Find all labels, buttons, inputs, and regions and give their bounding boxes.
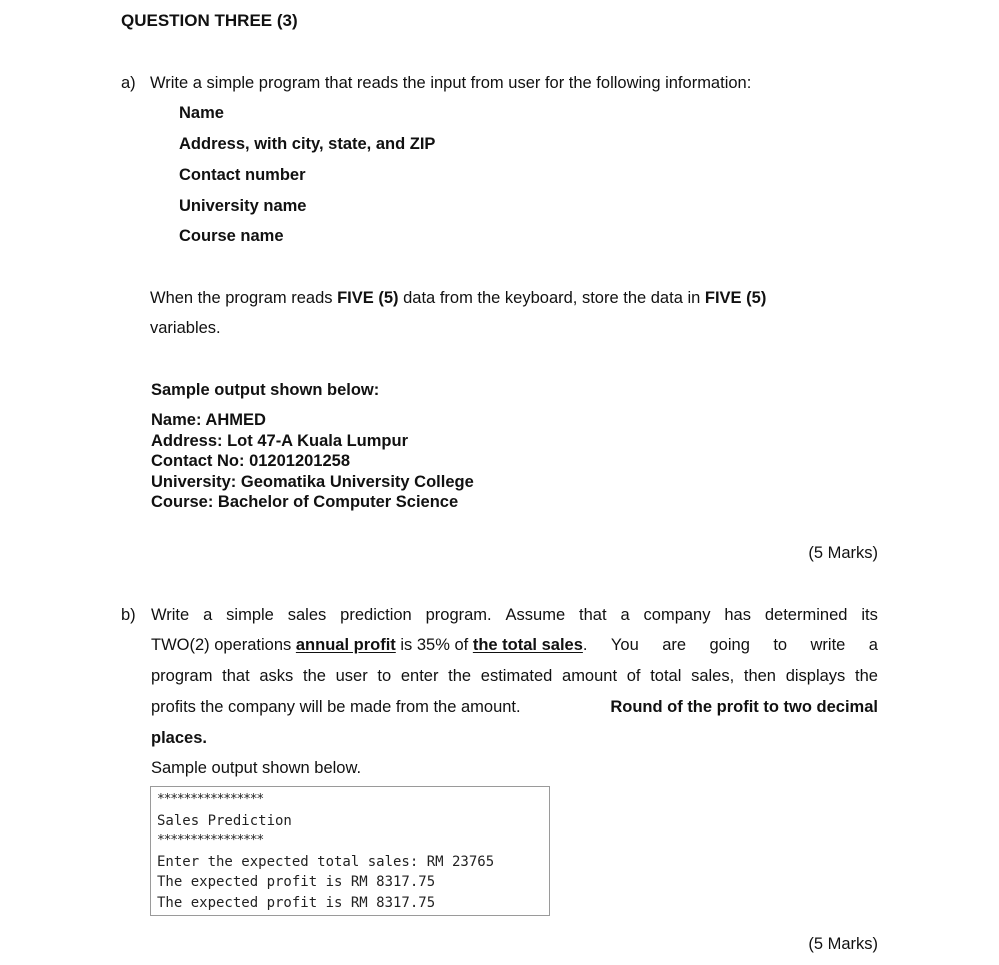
line2-word: going — [709, 636, 750, 654]
question-title: QUESTION THREE (3) — [121, 11, 298, 30]
line1-word: that — [579, 606, 607, 624]
part-b-line-4 — [151, 698, 878, 717]
line1-word: Write — [151, 606, 190, 624]
sample-line-course: Course: Bachelor of Computer Science — [151, 493, 459, 511]
line3-word: program — [151, 667, 213, 685]
info-item-address: Address, with city, state, and ZIP — [179, 135, 436, 153]
line1-word: determined — [764, 606, 848, 624]
console-stars-bottom: **************** — [157, 833, 264, 848]
console-output — [150, 786, 550, 916]
line2-word: are — [662, 636, 687, 654]
line4-plain: profits the company will be made from the amount. — [151, 698, 521, 716]
line1-word: its — [861, 606, 878, 624]
line3-word: asks — [259, 667, 294, 685]
sample-line-name: Name: AHMED — [151, 411, 266, 429]
line2-group-a — [151, 636, 583, 655]
info-item-name: Name — [179, 104, 224, 122]
line2-word: to — [773, 636, 788, 654]
part-b-line-5: places. — [151, 729, 207, 747]
line3-word: sales, — [691, 667, 735, 685]
total-sales-underlined: the total sales — [472, 636, 583, 654]
line2-pre: TWO(2) operations — [151, 636, 296, 654]
line2-word: You — [610, 636, 639, 654]
line3-word: user — [335, 667, 368, 685]
store-instruction — [150, 289, 766, 308]
store-text-1: When the program reads — [150, 289, 338, 307]
line3-word: the — [448, 667, 472, 685]
part-b-label: b) — [121, 606, 136, 624]
sample-heading-b: Sample output shown below. — [151, 759, 362, 777]
line1-word: company — [643, 606, 711, 624]
line1-word: sales — [287, 606, 327, 624]
marks-b: (5 Marks) — [808, 935, 878, 953]
part-b-line-3 — [151, 667, 878, 686]
marks-a: (5 Marks) — [808, 544, 878, 562]
line3-word: then — [743, 667, 776, 685]
line3-word: to — [377, 667, 392, 685]
line1-word: program. — [425, 606, 492, 624]
line1-word: has — [724, 606, 751, 624]
part-a-label: a) — [121, 74, 136, 92]
info-item-university: University name — [179, 197, 307, 215]
store-bold-1: FIVE (5) — [337, 289, 399, 307]
line3-word: displays — [785, 667, 846, 685]
store-bold-2: FIVE (5) — [704, 289, 767, 307]
line2-mid: is 35% of — [395, 636, 473, 654]
line3-word: that — [222, 667, 250, 685]
line1-word: a — [620, 606, 630, 624]
line2-word: write — [810, 636, 846, 654]
console-heading: Sales Prediction — [157, 812, 292, 829]
console-line-profit-2: The expected profit is RM 8317.75 — [157, 894, 436, 911]
line2-post — [583, 636, 878, 655]
line3-word: the — [855, 667, 878, 685]
info-item-course: Course name — [179, 227, 284, 245]
line3-word: estimated — [480, 667, 553, 685]
line2-word: . — [582, 636, 588, 654]
line1-word: a — [203, 606, 213, 624]
part-b-line-1 — [151, 606, 878, 625]
line3-word: enter — [400, 667, 439, 685]
sample-line-contact: Contact No: 01201201258 — [151, 452, 351, 470]
part-b-line-2 — [151, 636, 878, 655]
line3-word: total — [650, 667, 682, 685]
sample-heading-a: Sample output shown below: — [151, 381, 380, 399]
store-instruction-cont: variables. — [150, 319, 221, 337]
sample-line-university: University: Geomatika University College — [151, 473, 474, 491]
annual-profit-underlined: annual profit — [295, 636, 396, 654]
line3-word: of — [626, 667, 641, 685]
sample-line-address: Address: Lot 47-A Kuala Lumpur — [151, 432, 408, 450]
line2-word: a — [868, 636, 878, 654]
part-a-intro: Write a simple program that reads the input from user for the following information: — [150, 74, 752, 92]
console-line-input: Enter the expected total sales: RM 23765 — [157, 853, 495, 870]
line1-word: simple — [226, 606, 274, 624]
store-text-2: data from the keyboard, store the data in — [398, 289, 705, 307]
console-stars-top: **************** — [157, 792, 264, 807]
line3-word: the — [302, 667, 326, 685]
line3-word: amount — [562, 667, 618, 685]
info-item-contact: Contact number — [179, 166, 306, 184]
line1-word: Assume — [505, 606, 566, 624]
line1-word: prediction — [340, 606, 412, 624]
line4-bold: Round of the profit to two decimal — [610, 698, 878, 716]
console-line-profit-1: The expected profit is RM 8317.75 — [157, 874, 436, 890]
